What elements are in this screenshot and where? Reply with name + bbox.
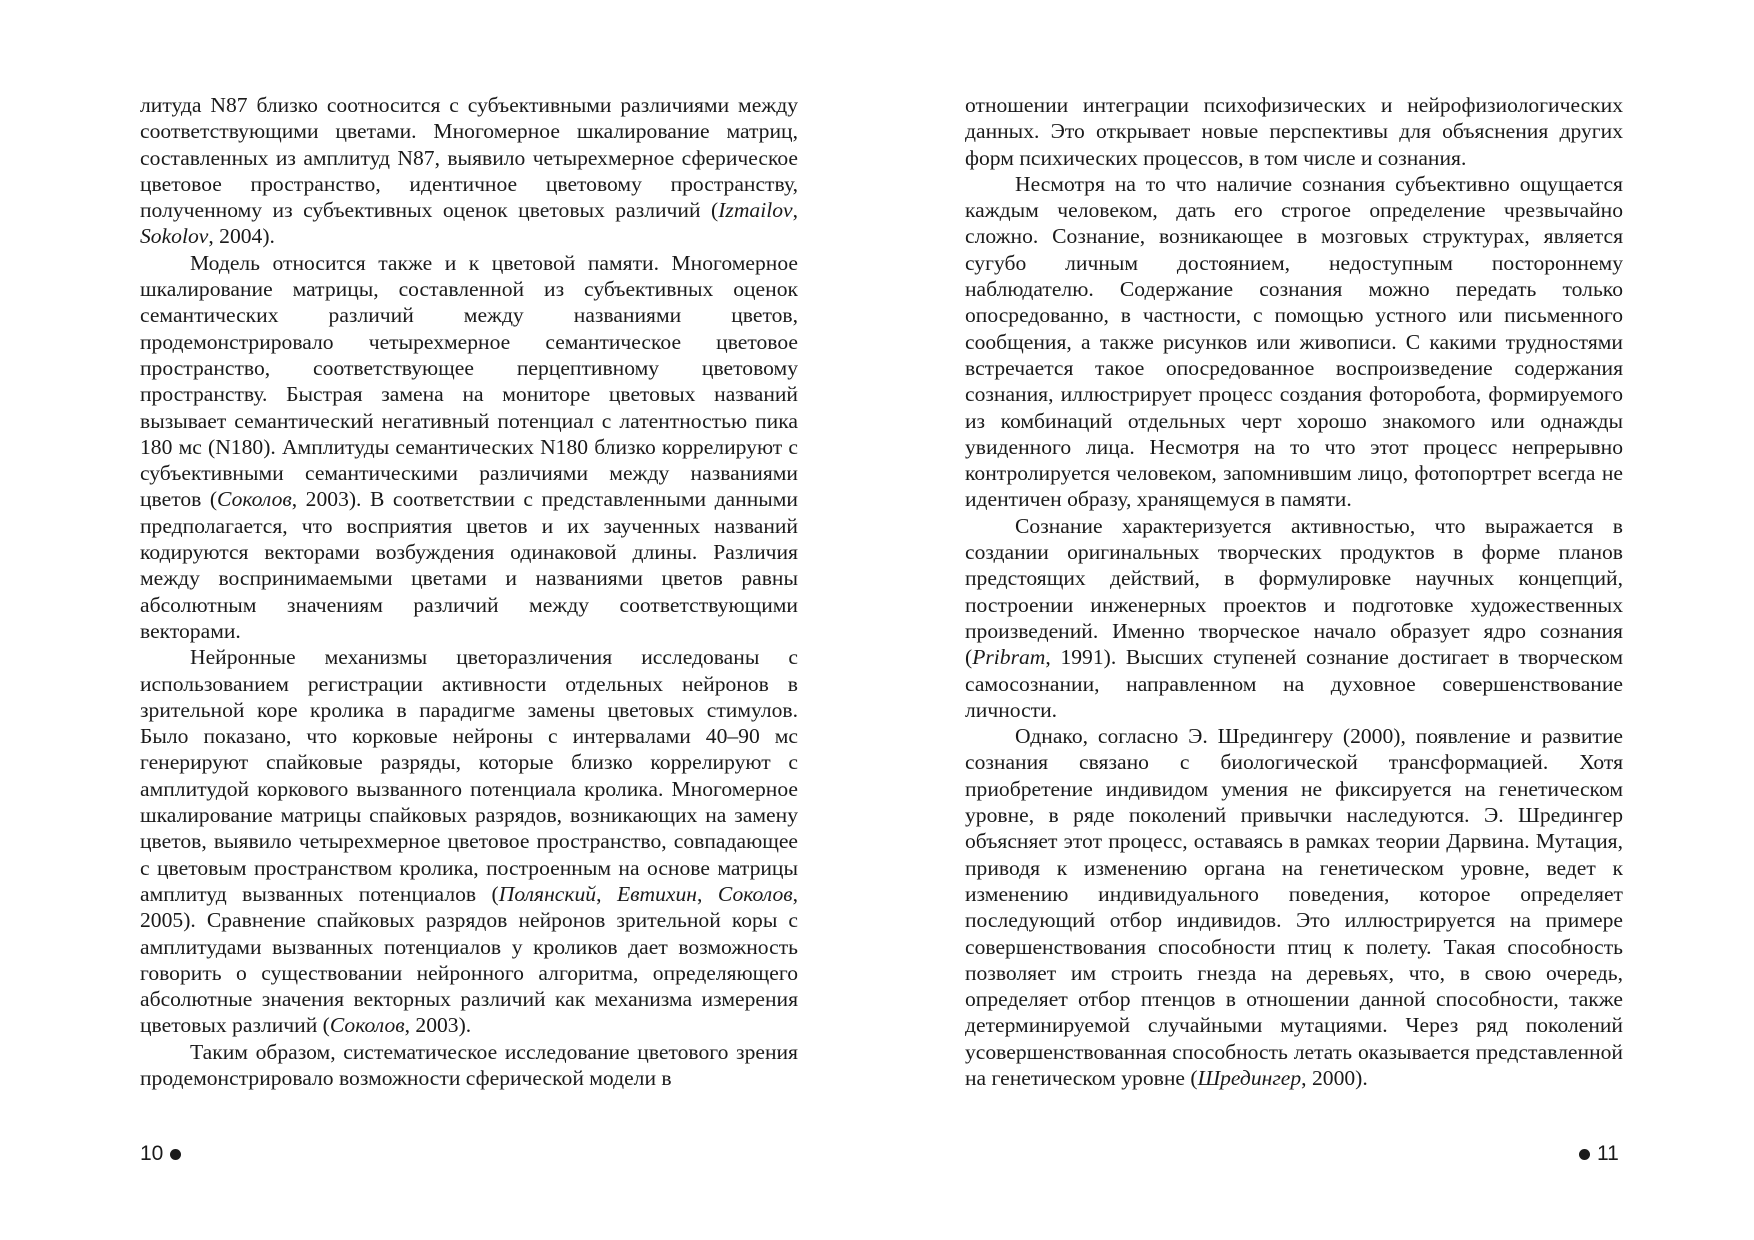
text-run: , <box>697 881 718 906</box>
bullet-dot-icon <box>170 1149 181 1160</box>
text-run: Однако, согласно Э. Шредингеру (2000), появление и развитие сознания связано с биологической трансформацией. Хотя приобретение индивидом умения не фиксируется на генетическом уровне, в ряде поколений привычки наследуются. Э. Шредингер объясняет этот процесс, оставаясь в рамках теории Дарвина. Мутация, приводя к изменению органа на генетическом уровне, ведет к изменению индивидуального поведения, которое определяет последующий отбор индивидов. Это иллюстрируется на примере совершенствования способности птиц к полету. Такая способность позволяет им строить гнезда на деревьях, что, в свою очередь, определяет отбор птенцов в отношении данной способности, также детерминируемой случайными мутациями. Через ряд поколений усовершенствованная способность летать оказывается представленной на генетическом уровне ( <box>965 724 1623 1090</box>
right-paragraph-1 <box>965 92 1623 171</box>
right-paragraph-4 <box>965 723 1623 1091</box>
right-page-folio <box>1579 1142 1619 1166</box>
citation-author: Pribram <box>972 645 1046 670</box>
text-run: Таким образом, систематическое исследование цветового зрения продемонстрировало возможности сферической модели в <box>140 1039 798 1090</box>
text-run: отношении интеграции психофизических и нейрофизиологических данных. Это открывает новые перспективы для объяснения других форм психических процессов, в том числе и сознания. <box>965 93 1623 170</box>
text-run: Модель относится также и к цветовой памяти. Многомерное шкалирование матрицы, составленной из субъективных оценок семантических различий между названиями цветов, продемонстрировало четырехмерное семантическое цветовое пространство, соответствующее перцептивному цветовому пространству. Быстрая замена на мониторе цветовых названий вызывает семантический негативный потенциал с латентностью пика 180 мс (N180). Амплитуды семантических N180 близко коррелируют с субъективными семантическими различиями между названиями цветов ( <box>140 250 798 512</box>
left-paragraph-4 <box>140 1039 798 1092</box>
text-run: , 2004). <box>208 224 275 249</box>
text-run: , 2003). В соответствии с представленными данными предполагается, что восприятия цветов и их заученных названий кодируются векторами возбуждения одинаковой длины. Различия между воспринимаемыми цветами и названиями цветов равны абсолютным значениям различий между соответствующими векторами. <box>140 487 798 643</box>
text-run: литуда N87 близко соотносится с субъективными различиями между соответствующими цветами. Многомерное шкалирование матриц, составленных из амплитуд N87, выявило четырехмерное сферическое цветовое пространство, идентичное цветовому пространству, полученному из субъективных оценок цветовых различий ( <box>140 93 798 223</box>
right-paragraph-2 <box>965 171 1623 513</box>
text-run: , <box>596 881 617 906</box>
text-run: , 2000). <box>1301 1065 1368 1090</box>
page-number: 11 <box>1597 1142 1619 1165</box>
citation-author: Соколов <box>717 881 793 906</box>
left-page-folio <box>140 1142 181 1166</box>
text-run: , 1991). Высших ступеней сознание достигает в творческом самосознании, направленном на духовное совершенствование личности. <box>965 645 1623 722</box>
bullet-dot-icon <box>1579 1149 1590 1160</box>
left-paragraph-3 <box>140 644 798 1038</box>
left-paragraph-2 <box>140 250 798 644</box>
text-run: Нейронные механизмы цветоразличения исследованы с использованием регистрации активности отдельных нейронов в зрительной коре кролика в парадигме замены цветовых стимулов. Было показано, что корковые нейроны с интервалами 40–90 мс генерируют спайковые разряды, которые близко коррелируют с амплитудой коркового вызванного потенциала кролика. Многомерное шкалирование матрицы спайковых разрядов, возникающих на замену цветов, выявило четырехмерное цветовое пространство, совпадающее с цветовым пространством кролика, построенным на основе матрицы амплитуд вызванных потенциалов ( <box>140 645 798 906</box>
right-page-body <box>965 92 1623 1091</box>
citation-author: Шредингер <box>1197 1065 1302 1090</box>
citation-author: Izmailov <box>718 198 793 223</box>
text-run: , 2005). Сравнение спайковых разрядов нейронов зрительной коры с амплитудами вызванных потенциалов у кроликов дает возможность говорить о существовании нейронного алгоритма, определяющего абсолютные значения векторных различий как механизма измерения цветовых различий ( <box>140 881 799 1038</box>
citation-author: Евтихин <box>616 881 698 906</box>
text-run: , <box>792 198 798 223</box>
text-run: Сознание характеризуется активностью, что выражается в создании оригинальных творческих продуктов в форме планов предстоящих действий, в формулировке научных концепций, построении инженерных проектов и подготовке художественных произведений. Именно творческое начало образует ядро сознания ( <box>965 513 1623 670</box>
text-run: , 2003). <box>404 1013 472 1038</box>
citation-author: Полянский <box>498 881 597 906</box>
left-page-body <box>140 92 798 1091</box>
right-paragraph-3 <box>965 513 1623 723</box>
left-paragraph-1 <box>140 92 798 250</box>
citation-author: Соколов <box>217 487 292 512</box>
citation-author: Соколов <box>329 1013 405 1038</box>
text-run: Несмотря на то что наличие сознания субъективно ощущается каждым человеком, дать его строгое определение чрезвычайно сложно. Сознание, возникающее в мозговых структурах, является сугубо личным достоянием, недоступным постороннему наблюдателю. Содержание сознания можно передать только опосредованно, в частности, с помощью устного или письменного сообщения, а также рисунков или живописи. С какими трудностями встречается такое опосредованное воспроизведение содержания сознания, иллюстрирует процесс создания фоторобота, формируемого из комбинаций отдельных черт хорошо знакомого или однажды увиденного лица. Несмотря на то что этот процесс непрерывно контролируется человеком, запомнившим лицо, фотопортрет всегда не идентичен образу, хранящемуся в памяти. <box>965 171 1623 512</box>
citation-author: Sokolov <box>140 224 209 249</box>
page-number: 10 <box>140 1142 164 1165</box>
